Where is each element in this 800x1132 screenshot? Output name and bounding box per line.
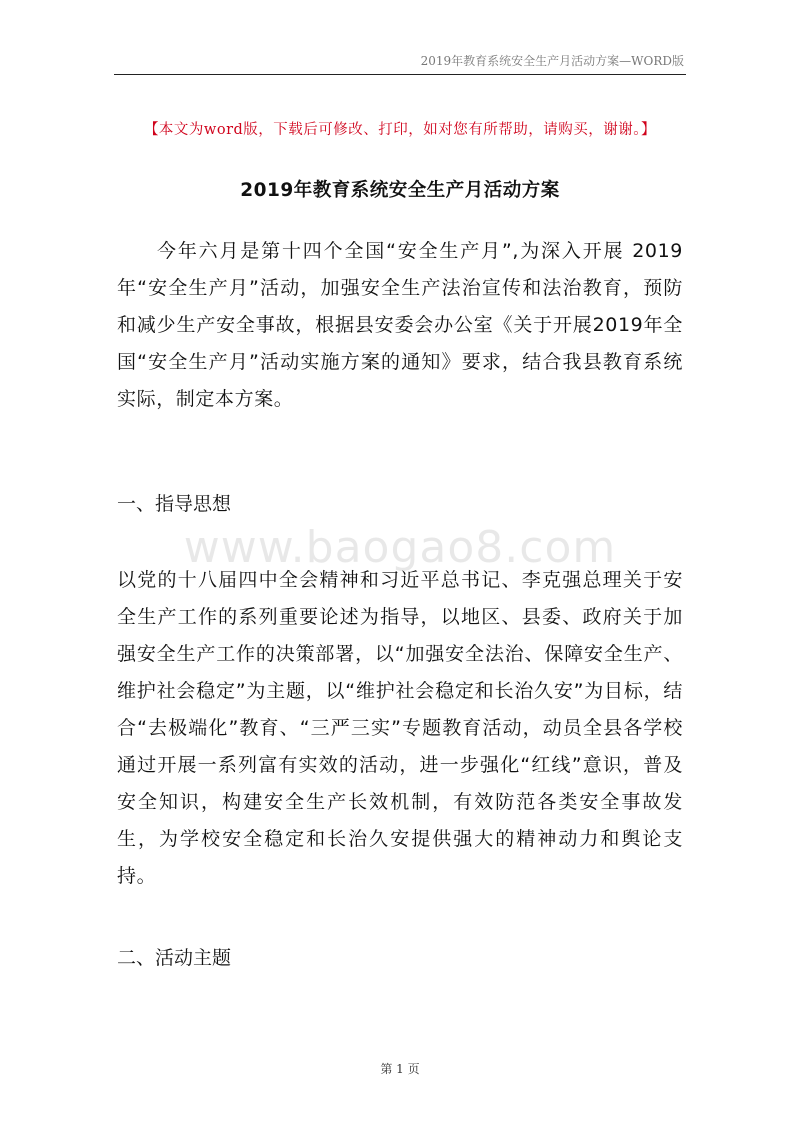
running-header: 2019年教育系统安全生产月活动方案—WORD版 <box>420 54 684 68</box>
intro-paragraph: 今年六月是第十四个全国“安全生产月”,为深入开展 2019 年“安全生产月”活动，加强安全生产法治宣传和法治教育，预防和减少生产安全事故，根据县安委会办公室《关于开展2019年全国“安全生产月”活动实施方案的通知》要求，结合我县教育系统实际，制定本方案。 <box>117 240 683 410</box>
guiding-ideology-paragraph: 以党的十八届四中全会精神和习近平总书记、李克强总理关于安全生产工作的系列重要论述为指导，以地区、县委、政府关于加强安全生产工作的决策部署，以“加强安全法治、保障安全生产、维护社会稳定”为主题，以“维护社会稳定和长治久安”为目标，结合“去极端化”教育、“三严三实”专题教育活动，动员全县各学校通过开展一系列富有实效的活动，进一步强化“红线”意识，普及安全知识，构建安全生产长效机制，有效防范各类安全事故发生，为学校安全稳定和长治久安提供强大的精神动力和舆论支持。 <box>117 569 683 887</box>
watermark: www.baogao8.com <box>183 522 617 573</box>
download-notice: 【本文为word版，下载后可修改、打印，如对您有所帮助，请购买，谢谢。】 <box>143 122 657 138</box>
page-number: 第 1 页 <box>380 1062 420 1076</box>
header-divider <box>114 74 686 75</box>
section-heading-guiding-ideology: 一、指导思想 <box>117 493 232 515</box>
section-heading-activity-theme: 二、活动主题 <box>117 947 232 969</box>
document-title: 2019年教育系统安全生产月活动方案 <box>240 180 560 201</box>
